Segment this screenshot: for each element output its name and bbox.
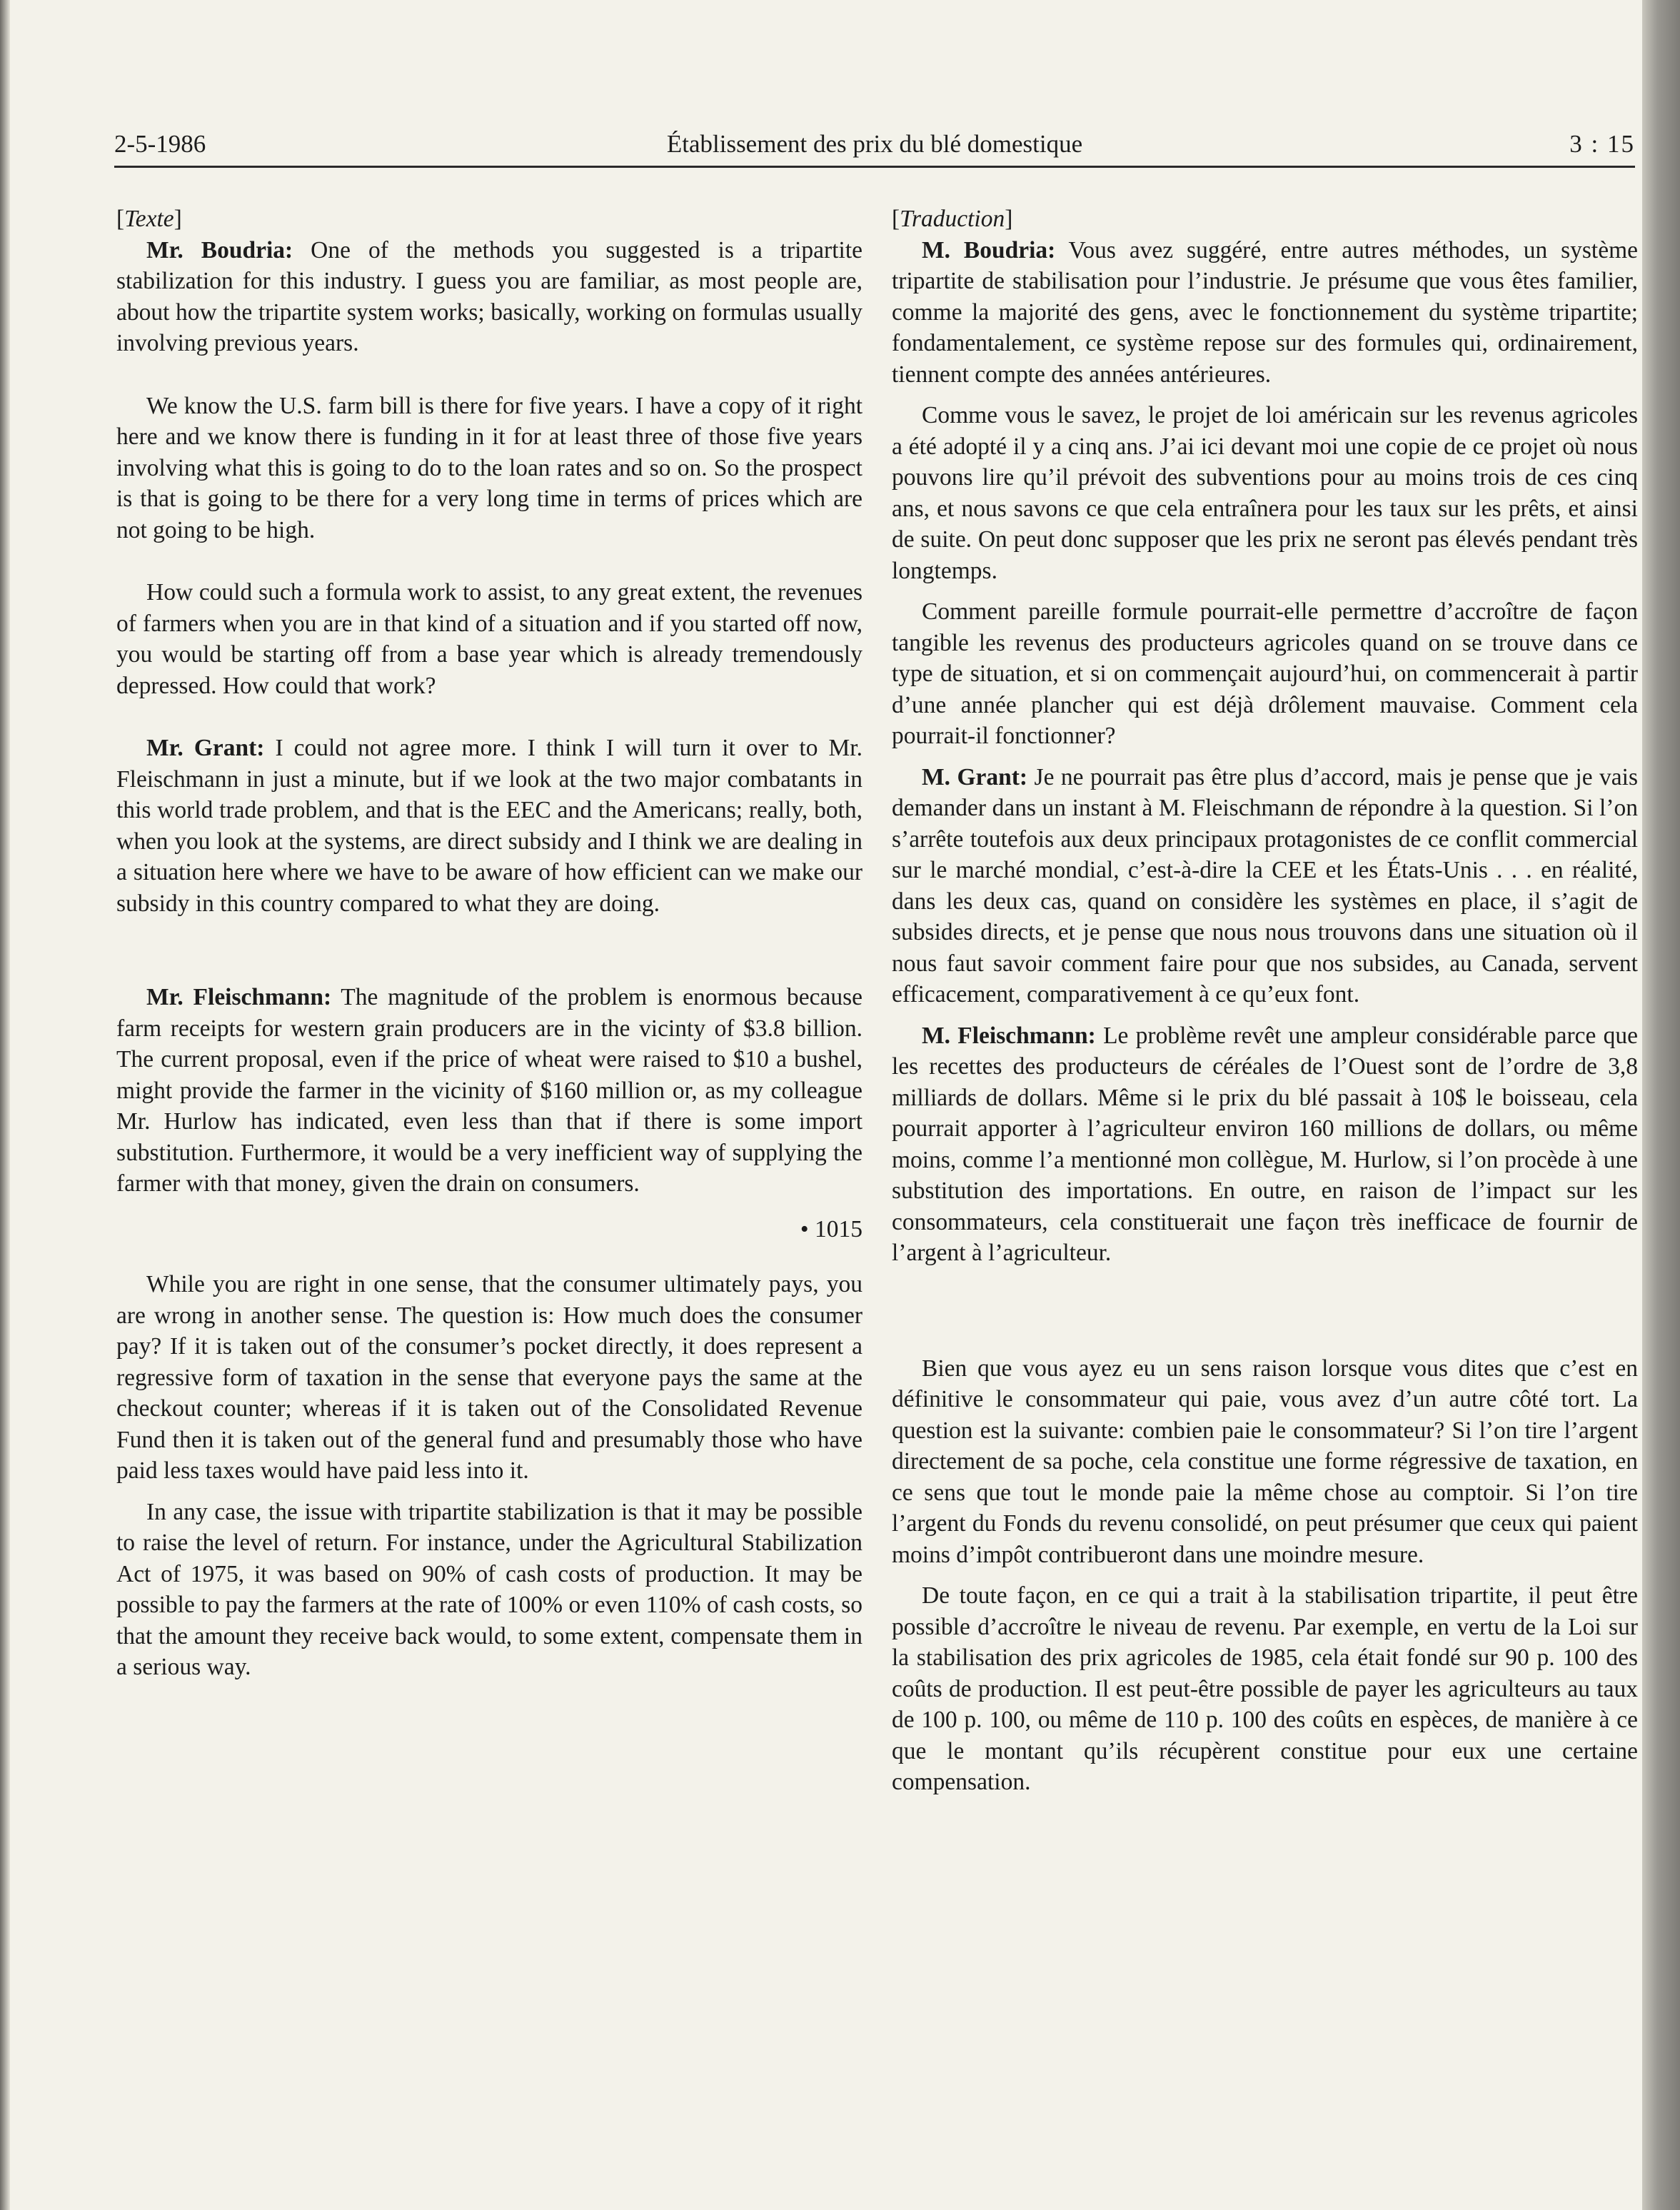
time-marker: • 1015 [800, 1215, 862, 1242]
right-paragraph-5 [892, 1020, 1638, 1269]
paragraph-text: How could such a formula work to assist, to any great extent, the revenues of farmers when you are in that kind of a situation and if you started off now, you would be starting off from a base year which is already tremendously depressed. How could that work? [116, 579, 862, 699]
left-column-english [116, 204, 862, 1683]
paragraph-text: Le problème revêt une ampleur considérable parce que les recettes des producteurs de céréales de l’Ouest sont de l’ordre de 3,8 milliards de dollars. Même si le prix du blé passait à 10$ le boisseau, cela pourrait apporter à l’agriculteur environ 160 millions de dollars, ou même moins, comme l’a mentionné mon collègue, M. Hurlow, si l’on procède à une substitution des importations. En outre, en raison de l’impact sur les consommateurs, cela constituerait une façon très inefficace de fournir de l’argent à l’agriculteur. [892, 1022, 1638, 1266]
speaker-name: M. Grant: [922, 763, 1028, 790]
paragraph-text: The magnitude of the problem is enormous because farm receipts for western grain producers are in the vicinty of $3.8 billion. The current proposal, even if the price of wheat were raised to $10 a bushel, might provide the farmer in the vicinity of $160 million or, as my colleague Mr. Hurlow has indicated, even less than that if there is some import substitution. Furthermore, it would be a very inefficient way of supplying the farmer with that money, given the drain on consumers. [116, 984, 862, 1197]
right-paragraph-2 [892, 400, 1638, 586]
left-paragraph-3 [116, 577, 862, 701]
right-paragraph-7 [892, 1580, 1638, 1798]
left-paragraph-1 [116, 235, 862, 359]
left-paragraph-4 [116, 733, 862, 919]
header-date: 2-5-1986 [114, 130, 206, 158]
scanner-background-strip [1642, 0, 1680, 2210]
right-paragraph-3 [892, 596, 1638, 752]
paragraph-text: I could not agree more. I think I will turn it over to Mr. Fleischmann in just a minute, but if we look at the two major combatants in this world trade problem, and that is the EEC and the Americans; really, both, when you look at the systems, are direct subsidy and I think we are dealing in a situation here where we have to be aware of how efficient can we make our subsidy in this country compared to what they are doing. [116, 735, 862, 917]
right-column-french [892, 204, 1638, 1798]
left-paragraph-7 [116, 1497, 862, 1683]
page-header [114, 123, 1635, 168]
paragraph-text: Vous avez suggéré, entre autres méthodes, un système tripartite de stabilisation pour l’industrie. Je présume que vous êtes familier, comme la majorité des gens, avec le fonctionnement du système tripartite; fondamentalement, ce système repose sur des formules qui, ordinairement, tiennent compte des années antérieures. [892, 236, 1638, 388]
left-paragraph-5 [116, 982, 862, 1200]
header-page-number: 3 : 15 [1569, 130, 1635, 158]
speaker-name: Mr. Grant: [146, 735, 265, 761]
right-paragraph-4 [892, 762, 1638, 1010]
right-paragraph-1 [892, 235, 1638, 391]
header-title: Établissement des prix du blé domestique [666, 130, 1083, 158]
paragraph-text: Je ne pourrait pas être plus d’accord, mais je pense que je vais demander dans un instant à M. Fleischmann de répondre à la question. Si l’on s’arrête toutefois aux deux principaux protagonistes de ce conflit commercial sur le marché mondial, c’est-à-dire la CEE et les États-Unis . . . en réalité, dans les deux cas, quand on considère les systèmes en place, il s’agit de subsides directs, et je pense que nous nous trouvons dans une situation où il nous faut savoir comment faire pour que nos subsides, au Canada, servent efficacement, comparativement à ce qu’eux font. [892, 763, 1638, 1008]
left-column-tag: [Texte] [116, 206, 182, 232]
right-column-tag: [Traduction] [892, 206, 1013, 232]
paragraph-text: Comme vous le savez, le projet de loi américain sur les revenus agricoles a été adopté il y a cinq ans. J’ai ici devant moi une copie de ce projet où nous pouvons lire qu’il prévoit des subventions pour au moins trois de ces cinq ans, et nous savons ce que cela entraînera pour les taux sur les prêts, et ainsi de suite. On peut donc supposer que les prix ne seront pas élevés pendant très longtemps. [892, 402, 1638, 584]
right-paragraph-6 [892, 1353, 1638, 1571]
left-paragraph-2 [116, 391, 862, 546]
speaker-name: M. Boudria: [922, 236, 1056, 263]
paragraph-text: Comment pareille formule pourrait-elle permettre d’accroître de façon tangible les revenus des producteurs agricoles quand on se trouve dans ce type de situation, et si on commençait aujourd’hui, on commencerait à partir d’une année plancher qui est déjà drôlement mauvaise. Comment cela pourrait-il fonctionner? [892, 598, 1638, 749]
speaker-name: Mr. Fleischmann: [146, 984, 332, 1010]
paragraph-text: One of the methods you suggested is a tripartite stabilization for this industry. I guess you are familiar, as most people are, about how the tripartite system works; basically, working on formulas usually involving previous years. [116, 236, 862, 356]
speaker-name: M. Fleischmann: [922, 1022, 1096, 1049]
left-paragraph-6 [116, 1269, 862, 1487]
paragraph-text: While you are right in one sense, that the consumer ultimately pays, you are wrong in another sense. The question is: How much does the consumer pay? If it is taken out of the consumer’s pocket directly, it does represent a regressive form of taxation in the sense that everyone pays the same at the checkout counter; whereas if it is taken out of the Consolidated Revenue Fund then it is taken out of the general fund and presumably those who have paid less taxes would have paid less into it. [116, 1271, 862, 1484]
page-left-edge [0, 0, 10, 2210]
paragraph-text: De toute façon, en ce qui a trait à la stabilisation tripartite, il peut être possible d’accroître le niveau de revenu. Par exemple, en vertu de la Loi sur la stabilisation des prix agricoles de 1985, cela était fondé sur 90 p. 100 des coûts de production. Il est peut-être possible de payer les agriculteurs au taux de 100 p. 100, ou même de 110 p. 100 des coûts en espèces, de manière à ce que le montant qu’ils récupèrent constitue pour eux une certaine compensation. [892, 1582, 1638, 1795]
paragraph-text: Bien que vous ayez eu un sens raison lorsque vous dites que c’est en définitive le consommateur qui paie, vous avez d’un autre côté tort. La question est la suivante: combien paie le consommateur? Si l’on tire l’argent directement de sa poche, cela constitue une forme régressive de taxation, en ce sens que tout le monde paie la même chose au comptoir. Si l’on tire l’argent du Fonds du revenu consolidé, on peut présumer que ceux qui paient moins d’impôt contribueront dans une moindre mesure. [892, 1355, 1638, 1568]
paragraph-text: We know the U.S. farm bill is there for five years. I have a copy of it right here and we know there is funding in it for at least three of those five years involving what this is going to do to the loan rates and so on. So the prospect is that is going to be there for a very long time in terms of prices which are not going to be high. [116, 392, 862, 543]
paragraph-text: In any case, the issue with tripartite stabilization is that it may be possible to raise the level of return. For instance, under the Agricultural Stabilization Act of 1975, it was based on 90% of cash costs of production. It may be possible to pay the farmers at the rate of 100% or even 110% of cash costs, so that the amount they receive back would, to some extent, compensate them in a serious way. [116, 1498, 862, 1680]
speaker-name: Mr. Boudria: [146, 236, 293, 263]
